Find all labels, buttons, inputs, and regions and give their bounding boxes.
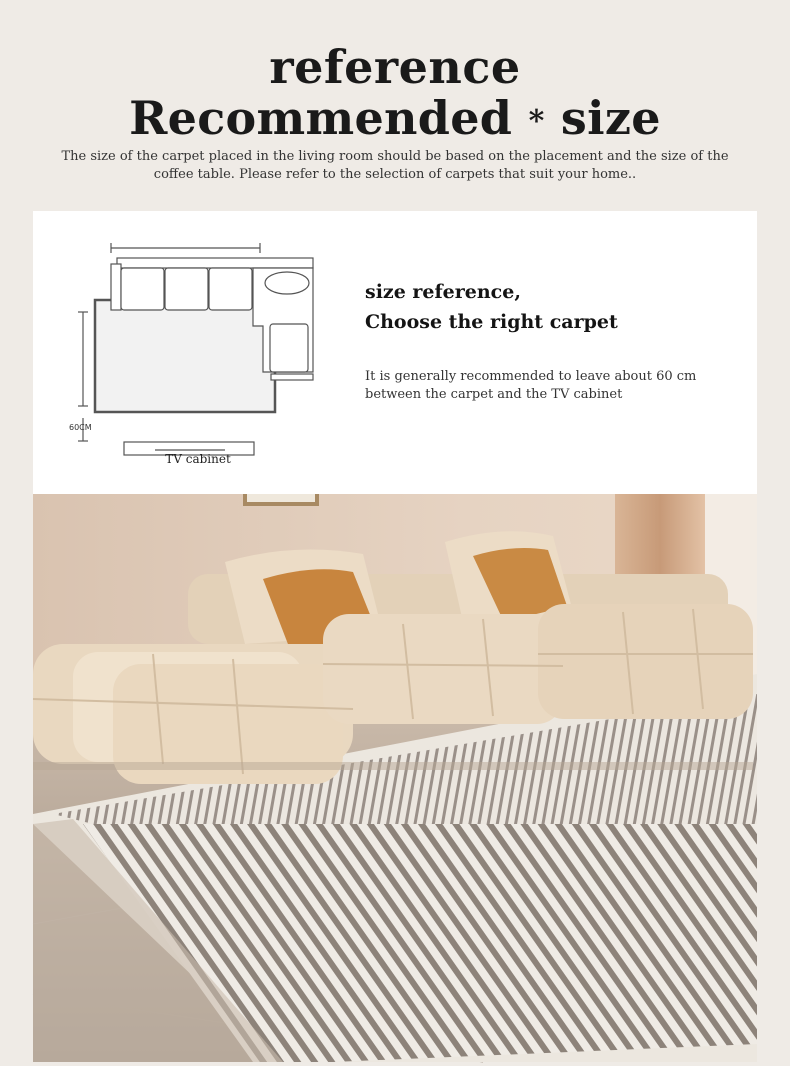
layout-diagram — [69, 236, 323, 476]
title-star: * — [528, 104, 545, 139]
size-reference-panel — [33, 211, 757, 494]
size-reference-title — [365, 277, 745, 337]
header-section — [0, 0, 790, 210]
header-description: The size of the carpet placed in the living room should be based on the placement and the size of the coffee table. Please refer to the selection of carpets that suit your home.. — [61, 149, 729, 182]
living-room-illustration — [33, 494, 757, 1062]
living-room-photo — [33, 494, 757, 1062]
dimension-60cm-label: 60CM — [69, 423, 92, 432]
title-reference: reference — [269, 40, 521, 94]
size-reference-line1: size reference, — [365, 281, 521, 303]
size-reference-description: It is generally recommended to leave about 60 cm between the carpet and the TV cabinet — [365, 369, 697, 402]
title-recommended-size — [0, 90, 790, 150]
tv-cabinet-label: TV cabinet — [165, 452, 231, 466]
size-reference-line2: Choose the right carpet — [365, 311, 618, 333]
title-size: size — [560, 91, 661, 145]
title-recommended: Recommended — [129, 91, 513, 145]
